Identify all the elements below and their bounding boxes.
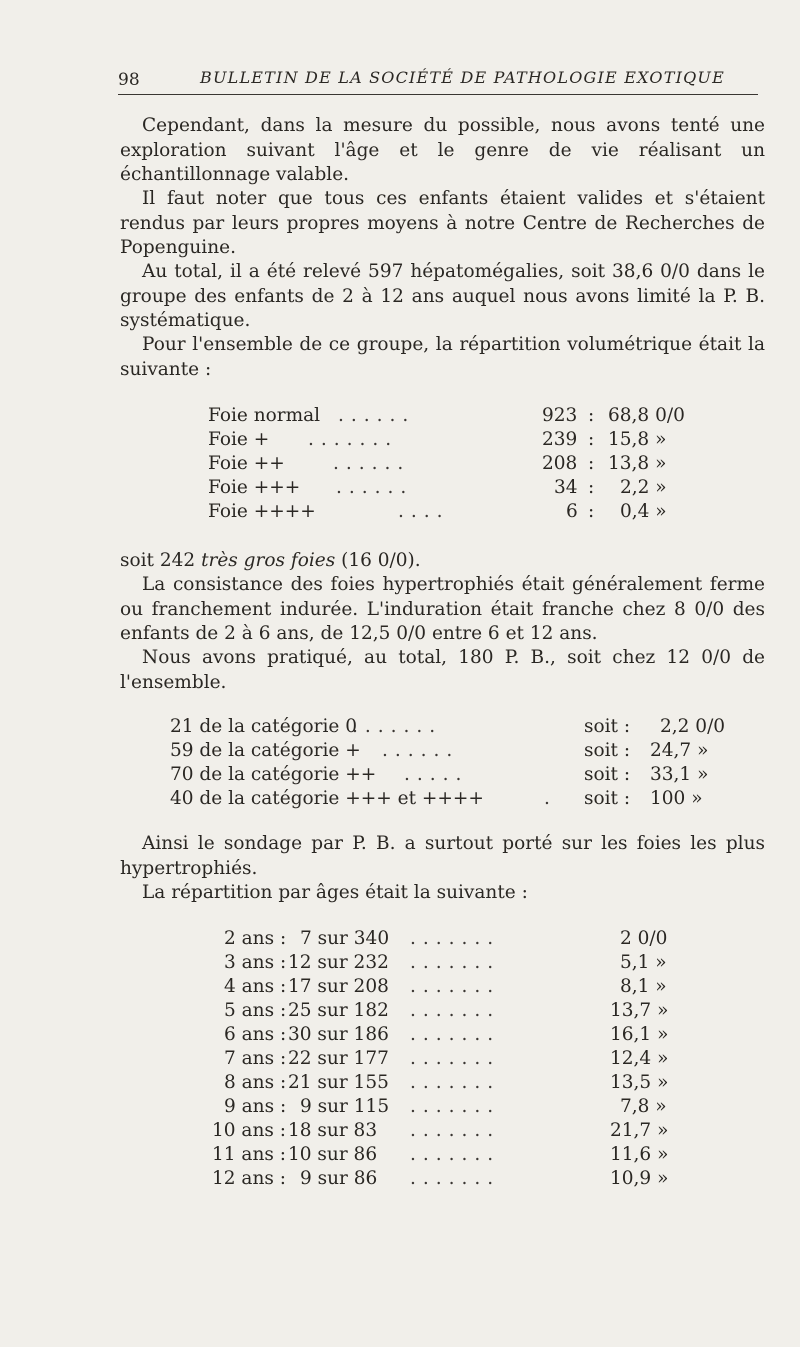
row-percent: 12,4 » <box>610 1048 669 1069</box>
row-percent: 13,7 » <box>610 1000 669 1021</box>
row-count: 25 sur 182 <box>288 1000 389 1021</box>
row-age: 7 ans : <box>224 1048 287 1069</box>
paragraph-total: Au total, il a été relevé 597 hépatomégalies, soit 38,6 0/0 dans le groupe des enfants de 2 à 12 ans auquel nous avons limité la P. B. systématique. <box>120 261 765 331</box>
table-row <box>170 764 709 788</box>
leader-dots: ...... <box>338 405 416 426</box>
row-count: 21 sur 155 <box>288 1072 389 1093</box>
leader-dots: ....... <box>410 1096 501 1117</box>
leader-dots: ....... <box>410 1000 501 1021</box>
row-percent: 11,6 » <box>610 1144 669 1165</box>
row-label: Foie ++++ <box>208 501 316 522</box>
table-row <box>170 788 703 812</box>
table-row <box>208 405 688 429</box>
text-fragment: (16 0/0). <box>335 550 421 571</box>
leader-dots: ....... <box>410 1144 501 1165</box>
row-percent: 5,1 » <box>620 952 667 973</box>
leader-dots: ...... <box>382 740 460 761</box>
table-row <box>200 1024 690 1048</box>
leader-dots: .... <box>398 501 450 522</box>
row-percent: 13,5 » <box>610 1072 669 1093</box>
leader-dots: ....... <box>410 928 501 949</box>
table-row <box>170 716 726 740</box>
leader-dots: ..... <box>404 764 469 785</box>
row-age: 6 ans : <box>224 1024 287 1045</box>
table-row <box>200 928 690 952</box>
table-row <box>208 429 688 453</box>
row-count: 34 <box>554 477 578 498</box>
leader-dots: ....... <box>410 976 501 997</box>
paragraph-biopsies: Nous avons pratiqué, au total, 180 P. B., soit chez 12 0/0 de l'ensemble. <box>120 647 765 693</box>
row-count: 12 sur 232 <box>288 952 389 973</box>
table-row <box>200 1096 690 1120</box>
leader-dots: ....... <box>308 429 399 450</box>
row-percent: 8,1 » <box>620 976 667 997</box>
leader-dots: . <box>544 788 557 809</box>
table-row <box>200 976 690 1000</box>
text-fragment: soit 242 <box>120 550 202 571</box>
row-percent: 10,9 » <box>610 1168 669 1189</box>
row-percent: 21,7 » <box>610 1120 669 1141</box>
row-percent: 100 » <box>650 788 703 809</box>
leader-dots: ....... <box>410 952 501 973</box>
row-label: Foie + <box>208 429 270 450</box>
row-count: 10 sur 86 <box>288 1144 378 1165</box>
row-soit: soit : <box>584 716 631 737</box>
row-age: 9 ans : <box>224 1096 287 1117</box>
row-count: 17 sur 208 <box>288 976 389 997</box>
table-row <box>200 1120 690 1144</box>
row-count: 6 <box>566 501 578 522</box>
leader-dots: ....... <box>352 716 443 737</box>
row-label: Foie +++ <box>208 477 301 498</box>
row-percent: 16,1 » <box>610 1024 669 1045</box>
table-row <box>208 501 688 525</box>
row-percent: 13,8 » <box>608 453 667 474</box>
row-percent: 68,8 0/0 <box>608 405 685 426</box>
table-row <box>200 1144 690 1168</box>
table-row <box>200 1048 690 1072</box>
page-header <box>118 62 758 94</box>
row-age: 5 ans : <box>224 1000 287 1021</box>
row-percent: 33,1 » <box>650 764 709 785</box>
row-soit: soit : <box>584 788 631 809</box>
paragraph-valid-children: Il faut noter que tous ces enfants étaient valides et s'étaient rendus par leurs propres moyens à notre Centre de Recherches de Popenguine. <box>120 188 765 258</box>
row-separator: : <box>588 453 595 474</box>
row-count: 22 sur 177 <box>288 1048 389 1069</box>
row-soit: soit : <box>584 740 631 761</box>
table-row <box>200 1168 690 1192</box>
row-age: 4 ans : <box>224 976 287 997</box>
paragraph-sampling: Cependant, dans la mesure du possible, nous avons tenté une exploration suivant l'âge et le genre de vie réalisant un échantillonnage valable. <box>120 115 765 185</box>
row-percent: 24,7 » <box>650 740 709 761</box>
header-rule <box>118 94 758 95</box>
leader-dots: ....... <box>410 1120 501 1141</box>
row-separator: : <box>588 501 595 522</box>
row-count: 923 <box>542 405 578 426</box>
row-percent: 2,2 » <box>620 477 667 498</box>
row-label: 59 de la catégorie + <box>170 740 361 761</box>
table-row <box>208 453 688 477</box>
row-count: 7 sur 340 <box>300 928 390 949</box>
row-label: 40 de la catégorie +++ et ++++ <box>170 788 484 809</box>
row-label: Foie ++ <box>208 453 285 474</box>
paragraph-age-distribution: La répartition par âges était la suivante : <box>142 882 528 903</box>
row-age: 8 ans : <box>224 1072 287 1093</box>
row-label: 21 de la catégorie 0 <box>170 716 358 737</box>
row-separator: : <box>588 477 595 498</box>
leader-dots: ....... <box>410 1048 501 1069</box>
row-percent: 2,2 0/0 <box>660 716 726 737</box>
row-percent: 0,4 » <box>620 501 667 522</box>
leader-dots: ....... <box>410 1168 501 1189</box>
leader-dots: ....... <box>410 1072 501 1093</box>
row-percent: 7,8 » <box>620 1096 667 1117</box>
italic-phrase: très gros foies <box>201 550 336 571</box>
paragraph-probe: Ainsi le sondage par P. B. a surtout porté sur les foies les plus hypertrophiés. <box>120 833 765 879</box>
leader-dots: ...... <box>333 453 411 474</box>
row-percent: 2 0/0 <box>620 928 668 949</box>
row-age: 10 ans : <box>212 1120 286 1141</box>
row-soit: soit : <box>584 764 631 785</box>
leader-dots: ...... <box>336 477 414 498</box>
row-count: 9 sur 115 <box>300 1096 390 1117</box>
row-age: 11 ans : <box>212 1144 286 1165</box>
table-row <box>200 952 690 976</box>
row-age: 3 ans : <box>224 952 287 973</box>
row-label: 70 de la catégorie ++ <box>170 764 377 785</box>
table-row <box>200 1072 690 1096</box>
paragraph-distribution: Pour l'ensemble de ce groupe, la répartition volumétrique était la suivante : <box>120 334 765 380</box>
leader-dots: ....... <box>410 1024 501 1045</box>
running-title: BULLETIN DE LA SOCIÉTÉ DE PATHOLOGIE EXOTIQUE <box>200 68 725 87</box>
row-count: 239 <box>542 429 578 450</box>
row-separator: : <box>588 405 595 426</box>
table-row <box>208 477 688 501</box>
row-label: Foie normal <box>208 405 321 426</box>
row-percent: 15,8 » <box>608 429 667 450</box>
paragraph-consistency: La consistance des foies hypertrophiés était généralement ferme ou franchement indurée. L'induration était franche chez 8 0/0 des enfants de 2 à 6 ans, de 12,5 0/0 entre 6 et 12 ans. <box>120 574 765 644</box>
row-separator: : <box>588 429 595 450</box>
row-count: 208 <box>542 453 578 474</box>
paragraph-very-large-livers <box>120 549 765 574</box>
row-age: 2 ans : <box>224 928 287 949</box>
row-count: 9 sur 86 <box>300 1168 378 1189</box>
row-count: 30 sur 186 <box>288 1024 389 1045</box>
row-age: 12 ans : <box>212 1168 286 1189</box>
page-number: 98 <box>118 70 140 90</box>
row-count: 18 sur 83 <box>288 1120 378 1141</box>
table-row <box>170 740 709 764</box>
table-row <box>200 1000 690 1024</box>
